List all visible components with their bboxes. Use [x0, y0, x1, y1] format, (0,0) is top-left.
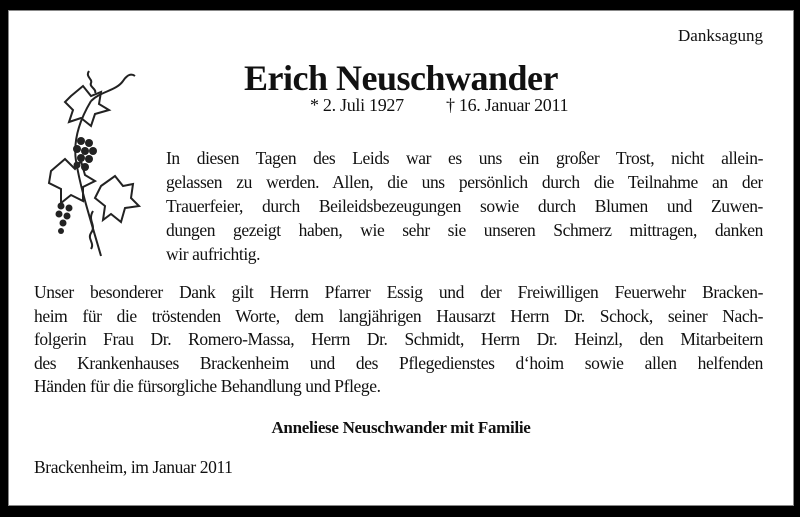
paragraph-line: Trauerfeier, durch Beileidsbezeugungen sowie durch Blumen und Zuwen- [166, 196, 763, 216]
deceased-name: Erich Neuschwander [244, 58, 558, 98]
paragraph-line: Händen für die fürsorgliche Behandlung und Pflege. [34, 376, 381, 396]
paragraph-line: heim für die tröstenden Worte, dem langjährigen Hausarzt Herrn Dr. Schock, seiner Nach- [34, 306, 763, 326]
paragraph-line: wir aufrichtig. [166, 244, 261, 264]
paragraph-line: Unser besonderer Dank gilt Herrn Pfarrer Essig und der Freiwilligen Feuerwehr Bracken- [34, 282, 763, 302]
paragraph-line: gelassen zu werden. Allen, die uns persönlich durch die Teilnahme an der [166, 172, 763, 192]
death-date: † 16. Januar 2011 [446, 95, 569, 115]
paragraph-line: dungen gezeigt haben, wie sehr sie unseren Schmerz mittragen, danken [166, 220, 763, 240]
paragraph-line: des Krankenhauses Brackenheim und des Pflegedienstes d‘hoim sowie allen helfenden [34, 353, 763, 373]
paragraph-line: folgerin Frau Dr. Romero-Massa, Herrn Dr. Schmidt, Herrn Dr. Heinzl, den Mitarbeitern [34, 329, 763, 349]
signature: Anneliese Neuschwander mit Familie [271, 418, 531, 437]
notice-type-label: Danksagung [678, 26, 763, 45]
obituary-notice [8, 10, 794, 506]
place-date: Brackenheim, im Januar 2011 [34, 457, 233, 477]
paragraph-line: In diesen Tagen des Leids war es uns ein großer Trost, nicht allein- [166, 148, 763, 168]
birth-date: * 2. Juli 1927 [310, 95, 404, 115]
